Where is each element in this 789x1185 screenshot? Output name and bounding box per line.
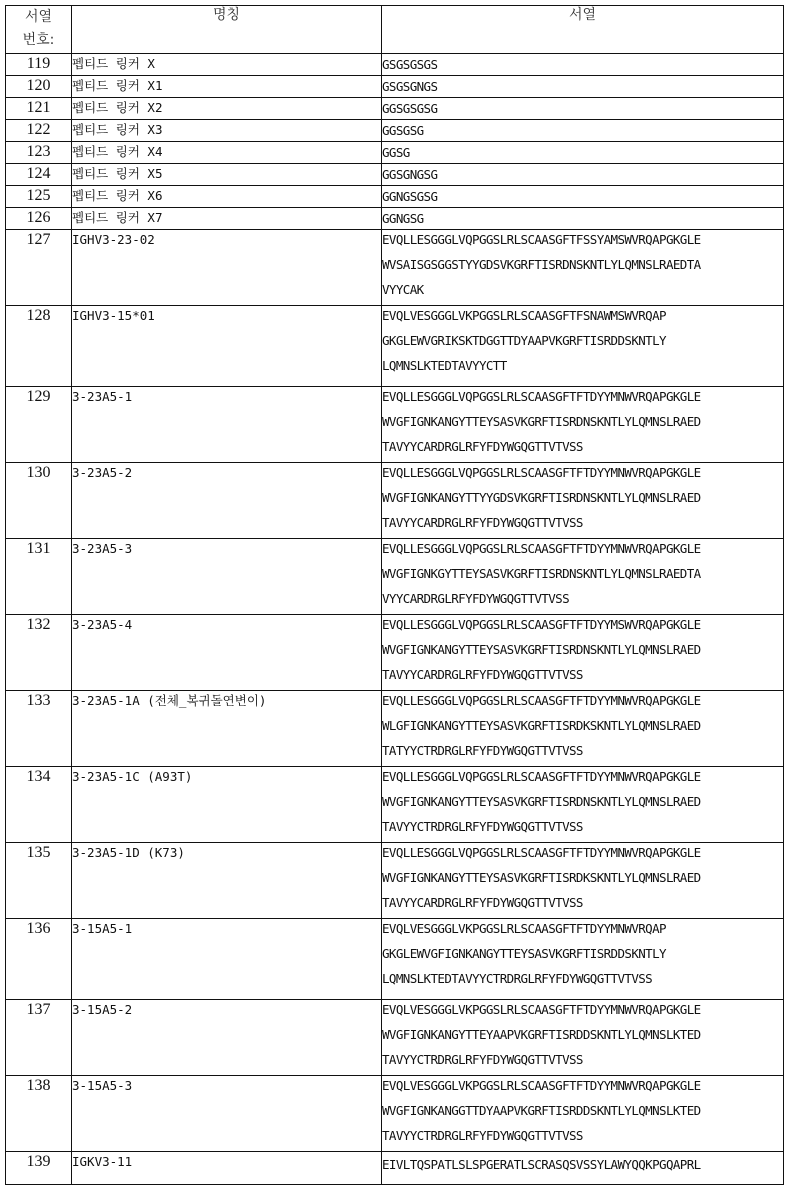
table-row: [6, 387, 784, 463]
sequence-line: WVGFIGNKANGYTTYYGDSVKGRFTISRDNSKNTLYLQMNSLRAED: [382, 490, 701, 505]
sequence-line: EVQLVESGGGLVKPGGSLRLSCAASGFTFTDYYMNWVRQAP: [382, 921, 666, 936]
sequence-number-cell: 123: [6, 142, 72, 164]
sequence-line: GSGSGNGS: [382, 79, 438, 94]
sequence-number-cell: 136: [6, 919, 72, 1000]
table-row: [6, 843, 784, 919]
sequence-number-cell: 129: [6, 387, 72, 463]
sequence-line: TAVYYCARDRGLRFYFDYWGQGTTVTVSS: [382, 895, 583, 910]
sequence-number-cell: 124: [6, 164, 72, 186]
sequence-name-cell: 펩티드 링커 X3: [72, 120, 382, 142]
sequence-line: GGSG: [382, 145, 410, 160]
sequence-name-cell: 3-23A5-4: [72, 615, 382, 691]
sequence-name-cell: 펩티드 링커 X2: [72, 98, 382, 120]
header-name: 명칭: [72, 6, 382, 54]
table-row: [6, 120, 784, 142]
table-row: [6, 767, 784, 843]
sequence-name-cell: 3-23A5-1D (K73): [72, 843, 382, 919]
sequence-number-cell: 120: [6, 76, 72, 98]
table-row: [6, 306, 784, 387]
sequence-name-cell: 3-23A5-1A (전체_복귀돌연변이): [72, 691, 382, 767]
sequence-line: LQMNSLKTEDTAVYYCTRDRGLRFYFDYWGQGTTVTVSS: [382, 971, 653, 986]
sequence-line: VYYCAK: [382, 282, 424, 297]
sequence-cell: [382, 120, 784, 142]
sequence-cell: [382, 691, 784, 767]
sequence-name-cell: IGKV3-11: [72, 1152, 382, 1185]
sequence-cell: [382, 142, 784, 164]
table-row: [6, 76, 784, 98]
table-row: [6, 1076, 784, 1152]
sequence-number-cell: 130: [6, 463, 72, 539]
sequence-line: TAVYYCARDRGLRFYFDYWGQGTTVTVSS: [382, 439, 583, 454]
sequence-number-cell: 122: [6, 120, 72, 142]
sequence-line: EVQLVESGGGLVKPGGSLRLSCAASGFTFTDYYMNWVRQAPGKGLE: [382, 1002, 701, 1017]
table-row: [6, 539, 784, 615]
table-row: [6, 1000, 784, 1076]
sequence-line: VYYCARDRGLRFYFDYWGQGTTVTVSS: [382, 591, 569, 606]
sequence-line: WVGFIGNKGYTTEYSASVKGRFTISRDNSKNTLYLQMNSLRAEDTA: [382, 566, 701, 581]
sequence-line: WVGFIGNKANGYTTEYSASVKGRFTISRDNSKNTLYLQMNSLRAED: [382, 414, 701, 429]
sequence-line: GGSGNGSG: [382, 167, 438, 182]
sequence-name-cell: 펩티드 링커 X7: [72, 208, 382, 230]
sequence-number-cell: 132: [6, 615, 72, 691]
table-row: [6, 54, 784, 76]
sequence-line: EVQLLESGGGLVQPGGSLRLSCAASGFTFTDYYMNWVRQAPGKGLE: [382, 693, 701, 708]
sequence-table: [5, 5, 784, 1185]
sequence-cell: [382, 463, 784, 539]
table-row: [6, 98, 784, 120]
sequence-name-cell: 3-15A5-2: [72, 1000, 382, 1076]
sequence-line: LQMNSLKTEDTAVYYCTT: [382, 358, 507, 373]
sequence-cell: [382, 387, 784, 463]
sequence-line: GGSGSGSG: [382, 101, 438, 116]
sequence-number-cell: 126: [6, 208, 72, 230]
sequence-name-cell: IGHV3-23-02: [72, 230, 382, 306]
sequence-number-cell: 137: [6, 1000, 72, 1076]
sequence-number-cell: 138: [6, 1076, 72, 1152]
table-row: [6, 142, 784, 164]
sequence-number-cell: 127: [6, 230, 72, 306]
sequence-line: WVGFIGNKANGYTTEYAAPVKGRFTISRDDSKNTLYLQMNSLKTED: [382, 1027, 701, 1042]
table-row: [6, 164, 784, 186]
sequence-number-cell: 139: [6, 1152, 72, 1185]
sequence-cell: [382, 1000, 784, 1076]
header-sequence: 서열: [382, 6, 784, 54]
sequence-line: GGNGSG: [382, 211, 424, 226]
sequence-cell: [382, 539, 784, 615]
sequence-line: GSGSGSGS: [382, 57, 438, 72]
sequence-line: EVQLLESGGGLVQPGGSLRLSCAASGFTFTDYYMNWVRQAPGKGLE: [382, 465, 701, 480]
sequence-cell: [382, 54, 784, 76]
sequence-name-cell: 펩티드 링커 X4: [72, 142, 382, 164]
table-row: [6, 463, 784, 539]
sequence-number-cell: 134: [6, 767, 72, 843]
sequence-number-cell: 133: [6, 691, 72, 767]
sequence-line: TATYYCTRDRGLRFYFDYWGQGTTVTVSS: [382, 743, 583, 758]
sequence-cell: [382, 1076, 784, 1152]
table-row: [6, 1152, 784, 1185]
sequence-cell: [382, 98, 784, 120]
sequence-line: GGSGSG: [382, 123, 424, 138]
sequence-line: EVQLLESGGGLVQPGGSLRLSCAASGFTFTDYYMNWVRQAPGKGLE: [382, 845, 701, 860]
header-number-line2: 번호:: [22, 32, 55, 48]
sequence-cell: [382, 186, 784, 208]
sequence-name-cell: 펩티드 링커 X1: [72, 76, 382, 98]
sequence-name-cell: 3-15A5-3: [72, 1076, 382, 1152]
header-number-line1: 서열: [24, 9, 53, 25]
sequence-line: WVGFIGNKANGGTTDYAAPVKGRFTISRDDSKNTLYLQMNSLKTED: [382, 1103, 701, 1118]
sequence-cell: [382, 230, 784, 306]
header-row: [6, 6, 784, 54]
sequence-cell: [382, 919, 784, 1000]
sequence-line: WVGFIGNKANGYTTEYSASVKGRFTISRDKSKNTLYLQMNSLRAED: [382, 870, 701, 885]
sequence-name-cell: 3-23A5-2: [72, 463, 382, 539]
sequence-cell: [382, 306, 784, 387]
sequence-line: EVQLLESGGGLVQPGGSLRLSCAASGFTFSSYAMSWVRQAPGKGLE: [382, 232, 701, 247]
sequence-line: TAVYYCTRDRGLRFYFDYWGQGTTVTVSS: [382, 1128, 583, 1143]
sequence-number-cell: 128: [6, 306, 72, 387]
sequence-line: TAVYYCTRDRGLRFYFDYWGQGTTVTVSS: [382, 1052, 583, 1067]
sequence-line: GKGLEWVGFIGNKANGYTTEYSASVKGRFTISRDDSKNTLY: [382, 946, 666, 961]
sequence-line: EVQLVESGGGLVKPGGSLRLSCAASGFTFSNAWMSWVRQAP: [382, 308, 666, 323]
sequence-name-cell: 3-23A5-1: [72, 387, 382, 463]
sequence-number-cell: 125: [6, 186, 72, 208]
sequence-cell: [382, 615, 784, 691]
sequence-line: EVQLLESGGGLVQPGGSLRLSCAASGFTFTDYYMNWVRQAPGKGLE: [382, 769, 701, 784]
sequence-number-cell: 131: [6, 539, 72, 615]
sequence-cell: [382, 843, 784, 919]
table-row: [6, 615, 784, 691]
sequence-line: WVGFIGNKANGYTTEYSASVKGRFTISRDNSKNTLYLQMNSLRAED: [382, 642, 701, 657]
sequence-cell: [382, 767, 784, 843]
table-body: [6, 54, 784, 1185]
sequence-number-cell: 135: [6, 843, 72, 919]
sequence-number-cell: 119: [6, 54, 72, 76]
table-row: [6, 186, 784, 208]
table-row: [6, 919, 784, 1000]
sequence-name-cell: 펩티드 링커 X5: [72, 164, 382, 186]
sequence-cell: [382, 208, 784, 230]
sequence-name-cell: 3-15A5-1: [72, 919, 382, 1000]
sequence-number-cell: 121: [6, 98, 72, 120]
table-row: [6, 230, 784, 306]
sequence-line: EVQLLESGGGLVQPGGSLRLSCAASGFTFTDYYMNWVRQAPGKGLE: [382, 389, 701, 404]
sequence-cell: [382, 1152, 784, 1185]
sequence-name-cell: IGHV3-15*01: [72, 306, 382, 387]
sequence-name-cell: 3-23A5-1C (A93T): [72, 767, 382, 843]
sequence-line: EVQLLESGGGLVQPGGSLRLSCAASGFTFTDYYMNWVRQAPGKGLE: [382, 541, 701, 556]
sequence-line: WLGFIGNKANGYTTEYSASVKGRFTISRDKSKNTLYLQMNSLRAED: [382, 718, 701, 733]
sequence-line: WVGFIGNKANGYTTEYSASVKGRFTISRDNSKNTLYLQMNSLRAED: [382, 794, 701, 809]
sequence-line: TAVYYCARDRGLRFYFDYWGQGTTVTVSS: [382, 667, 583, 682]
sequence-line: TAVYYCARDRGLRFYFDYWGQGTTVTVSS: [382, 515, 583, 530]
sequence-line: EVQLVESGGGLVKPGGSLRLSCAASGFTFTDYYMNWVRQAPGKGLE: [382, 1078, 701, 1093]
sequence-name-cell: 펩티드 링커 X6: [72, 186, 382, 208]
table-row: [6, 691, 784, 767]
table-row: [6, 208, 784, 230]
sequence-line: GKGLEWVGRIKSKTDGGTTDYAAPVKGRFTISRDDSKNTLY: [382, 333, 666, 348]
sequence-name-cell: 펩티드 링커 X: [72, 54, 382, 76]
sequence-cell: [382, 76, 784, 98]
sequence-line: TAVYYCTRDRGLRFYFDYWGQGTTVTVSS: [382, 819, 583, 834]
sequence-line: GGNGSGSG: [382, 189, 438, 204]
sequence-cell: [382, 164, 784, 186]
sequence-line: EIVLTQSPATLSLSPGERATLSCRASQSVSSYLAWYQQKPGQAPRL: [382, 1157, 701, 1172]
sequence-line: EVQLLESGGGLVQPGGSLRLSCAASGFTFTDYYMSWVRQAPGKGLE: [382, 617, 701, 632]
header-sequence-number: [6, 6, 72, 54]
sequence-line: WVSAISGSGGSTYYGDSVKGRFTISRDNSKNTLYLQMNSLRAEDTA: [382, 257, 701, 272]
sequence-name-cell: 3-23A5-3: [72, 539, 382, 615]
